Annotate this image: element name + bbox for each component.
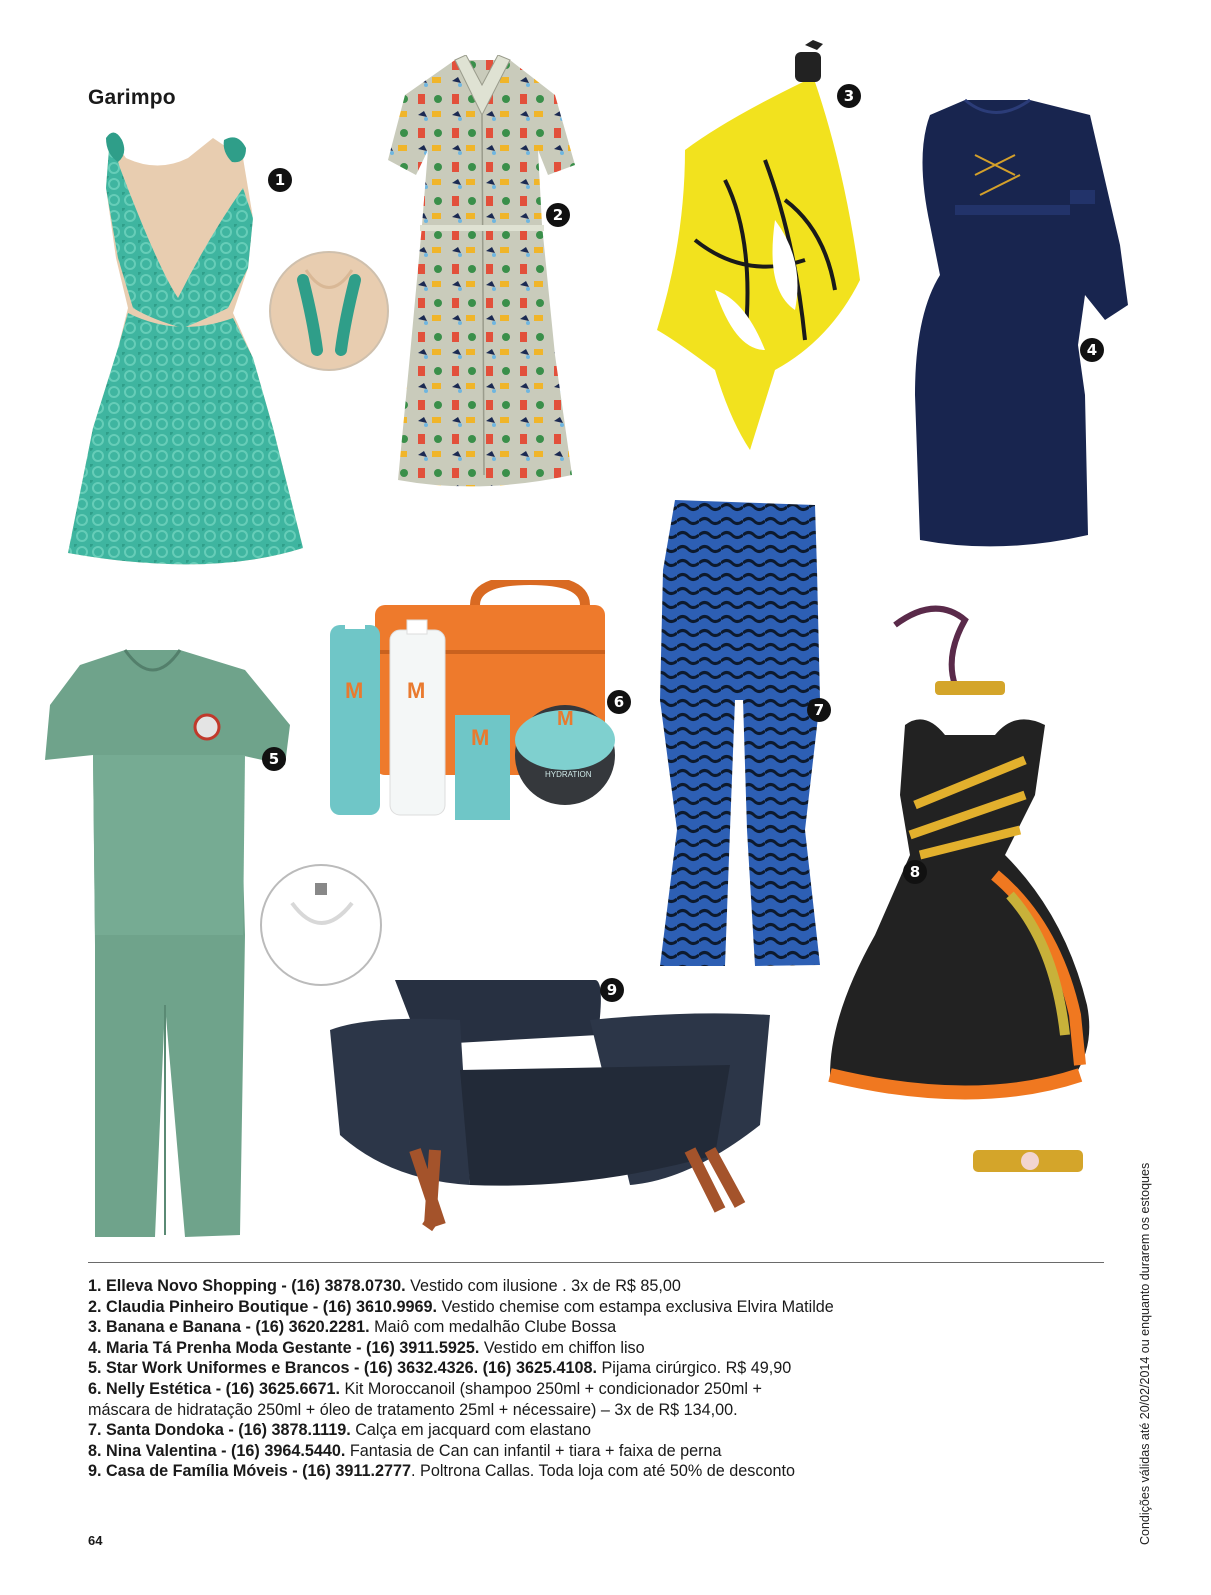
dress-detail-inset (268, 250, 390, 372)
product-number-badge: 5 (262, 747, 286, 771)
credit-line (88, 1461, 1118, 1482)
shirt-dress-image (380, 55, 585, 500)
credit-description: Pijama cirúrgico. R$ 49,90 (596, 1359, 792, 1378)
product-number-badge: 4 (1080, 338, 1104, 362)
credit-description: Maiô com medalhão Clube Bossa (369, 1318, 617, 1337)
pants-image (655, 500, 835, 970)
product-number-badge: 2 (546, 203, 570, 227)
mask-label: HYDRATION (545, 770, 592, 779)
credit-line (88, 1441, 1118, 1462)
product-1 (58, 128, 388, 588)
credit-line (88, 1297, 1118, 1318)
swimsuit-image (655, 40, 865, 460)
product-number-badge: 3 (837, 84, 861, 108)
maternity-dress-image (900, 95, 1130, 550)
armchair-image (330, 975, 770, 1237)
product-number-badge: 7 (807, 698, 831, 722)
product-number-badge: 8 (903, 860, 927, 884)
credit-description: Kit Moroccanoil (shampoo 250ml + condicionador 250ml + (339, 1379, 762, 1398)
credit-store: 5. Star Work Uniformes e Brancos - (16) 3632.4326. (16) 3625.4108. (88, 1359, 597, 1378)
page-title: Garimpo (88, 86, 176, 109)
credit-store: 6. Nelly Estética - (16) 3625.6671. (88, 1379, 340, 1398)
credit-line (88, 1276, 1118, 1297)
credit-line (88, 1317, 1118, 1338)
page-number: 64 (88, 1533, 103, 1548)
credits-list (88, 1276, 1118, 1482)
credit-description: máscara de hidratação 250ml + óleo de tratamento 25ml + nécessaire) – 3x de R$ 134,00. (88, 1400, 738, 1419)
validity-note: Condições válidas até 20/02/2014 ou enquanto durarem os estoques (1138, 1162, 1152, 1545)
credit-store: 8. Nina Valentina - (16) 3964.5440. (88, 1441, 346, 1460)
credit-description: Vestido em chiffon liso (479, 1338, 645, 1357)
haircare-kit-image (325, 580, 635, 820)
credit-store: 1. Elleva Novo Shopping - (16) 3878.0730. (88, 1277, 406, 1295)
credit-store: 2. Claudia Pinheiro Boutique - (16) 3610.9969. (88, 1297, 438, 1316)
credit-line (88, 1379, 1118, 1400)
costume-image (825, 595, 1100, 1180)
product-6 (325, 580, 635, 820)
credit-description: . Poltrona Callas. Toda loja com até 50% de desconto (411, 1462, 795, 1481)
scrubs-detail-inset (257, 863, 385, 988)
credit-line (88, 1420, 1118, 1441)
credit-line (88, 1338, 1118, 1359)
product-9 (330, 975, 770, 1237)
product-8 (825, 595, 1100, 1180)
brand-letter: M (471, 725, 490, 750)
credit-description: Fantasia de Can can infantil + tiara + faixa de perna (345, 1441, 722, 1460)
credit-store: 4. Maria Tá Prenha Moda Gestante - (16) 3911.5925. (88, 1338, 480, 1357)
credit-store: 7. Santa Dondoka - (16) 3878.1119. (88, 1421, 351, 1440)
credit-line (88, 1400, 1118, 1421)
product-7 (655, 500, 835, 970)
credit-store: 9. Casa de Família Móveis - (16) 3911.2777 (88, 1462, 412, 1481)
brand-letter: M (345, 678, 364, 703)
credit-description: Vestido com ilusione . 3x de R$ 85,00 (405, 1277, 681, 1295)
product-3 (655, 40, 865, 460)
credit-description: Vestido chemise com estampa exclusiva Elvira Matilde (437, 1297, 834, 1316)
brand-letter: M (557, 708, 574, 730)
product-number-badge: 1 (268, 168, 292, 192)
product-number-badge: 9 (600, 978, 624, 1002)
credit-line (88, 1358, 1118, 1379)
product-number-badge: 6 (607, 690, 631, 714)
product-4 (900, 95, 1130, 550)
credit-store: 3. Banana e Banana - (16) 3620.2281. (88, 1318, 370, 1337)
product-2 (380, 55, 585, 500)
credit-description: Calça em jacquard com elastano (350, 1421, 591, 1440)
brand-letter: M (407, 678, 426, 703)
divider (88, 1262, 1104, 1263)
